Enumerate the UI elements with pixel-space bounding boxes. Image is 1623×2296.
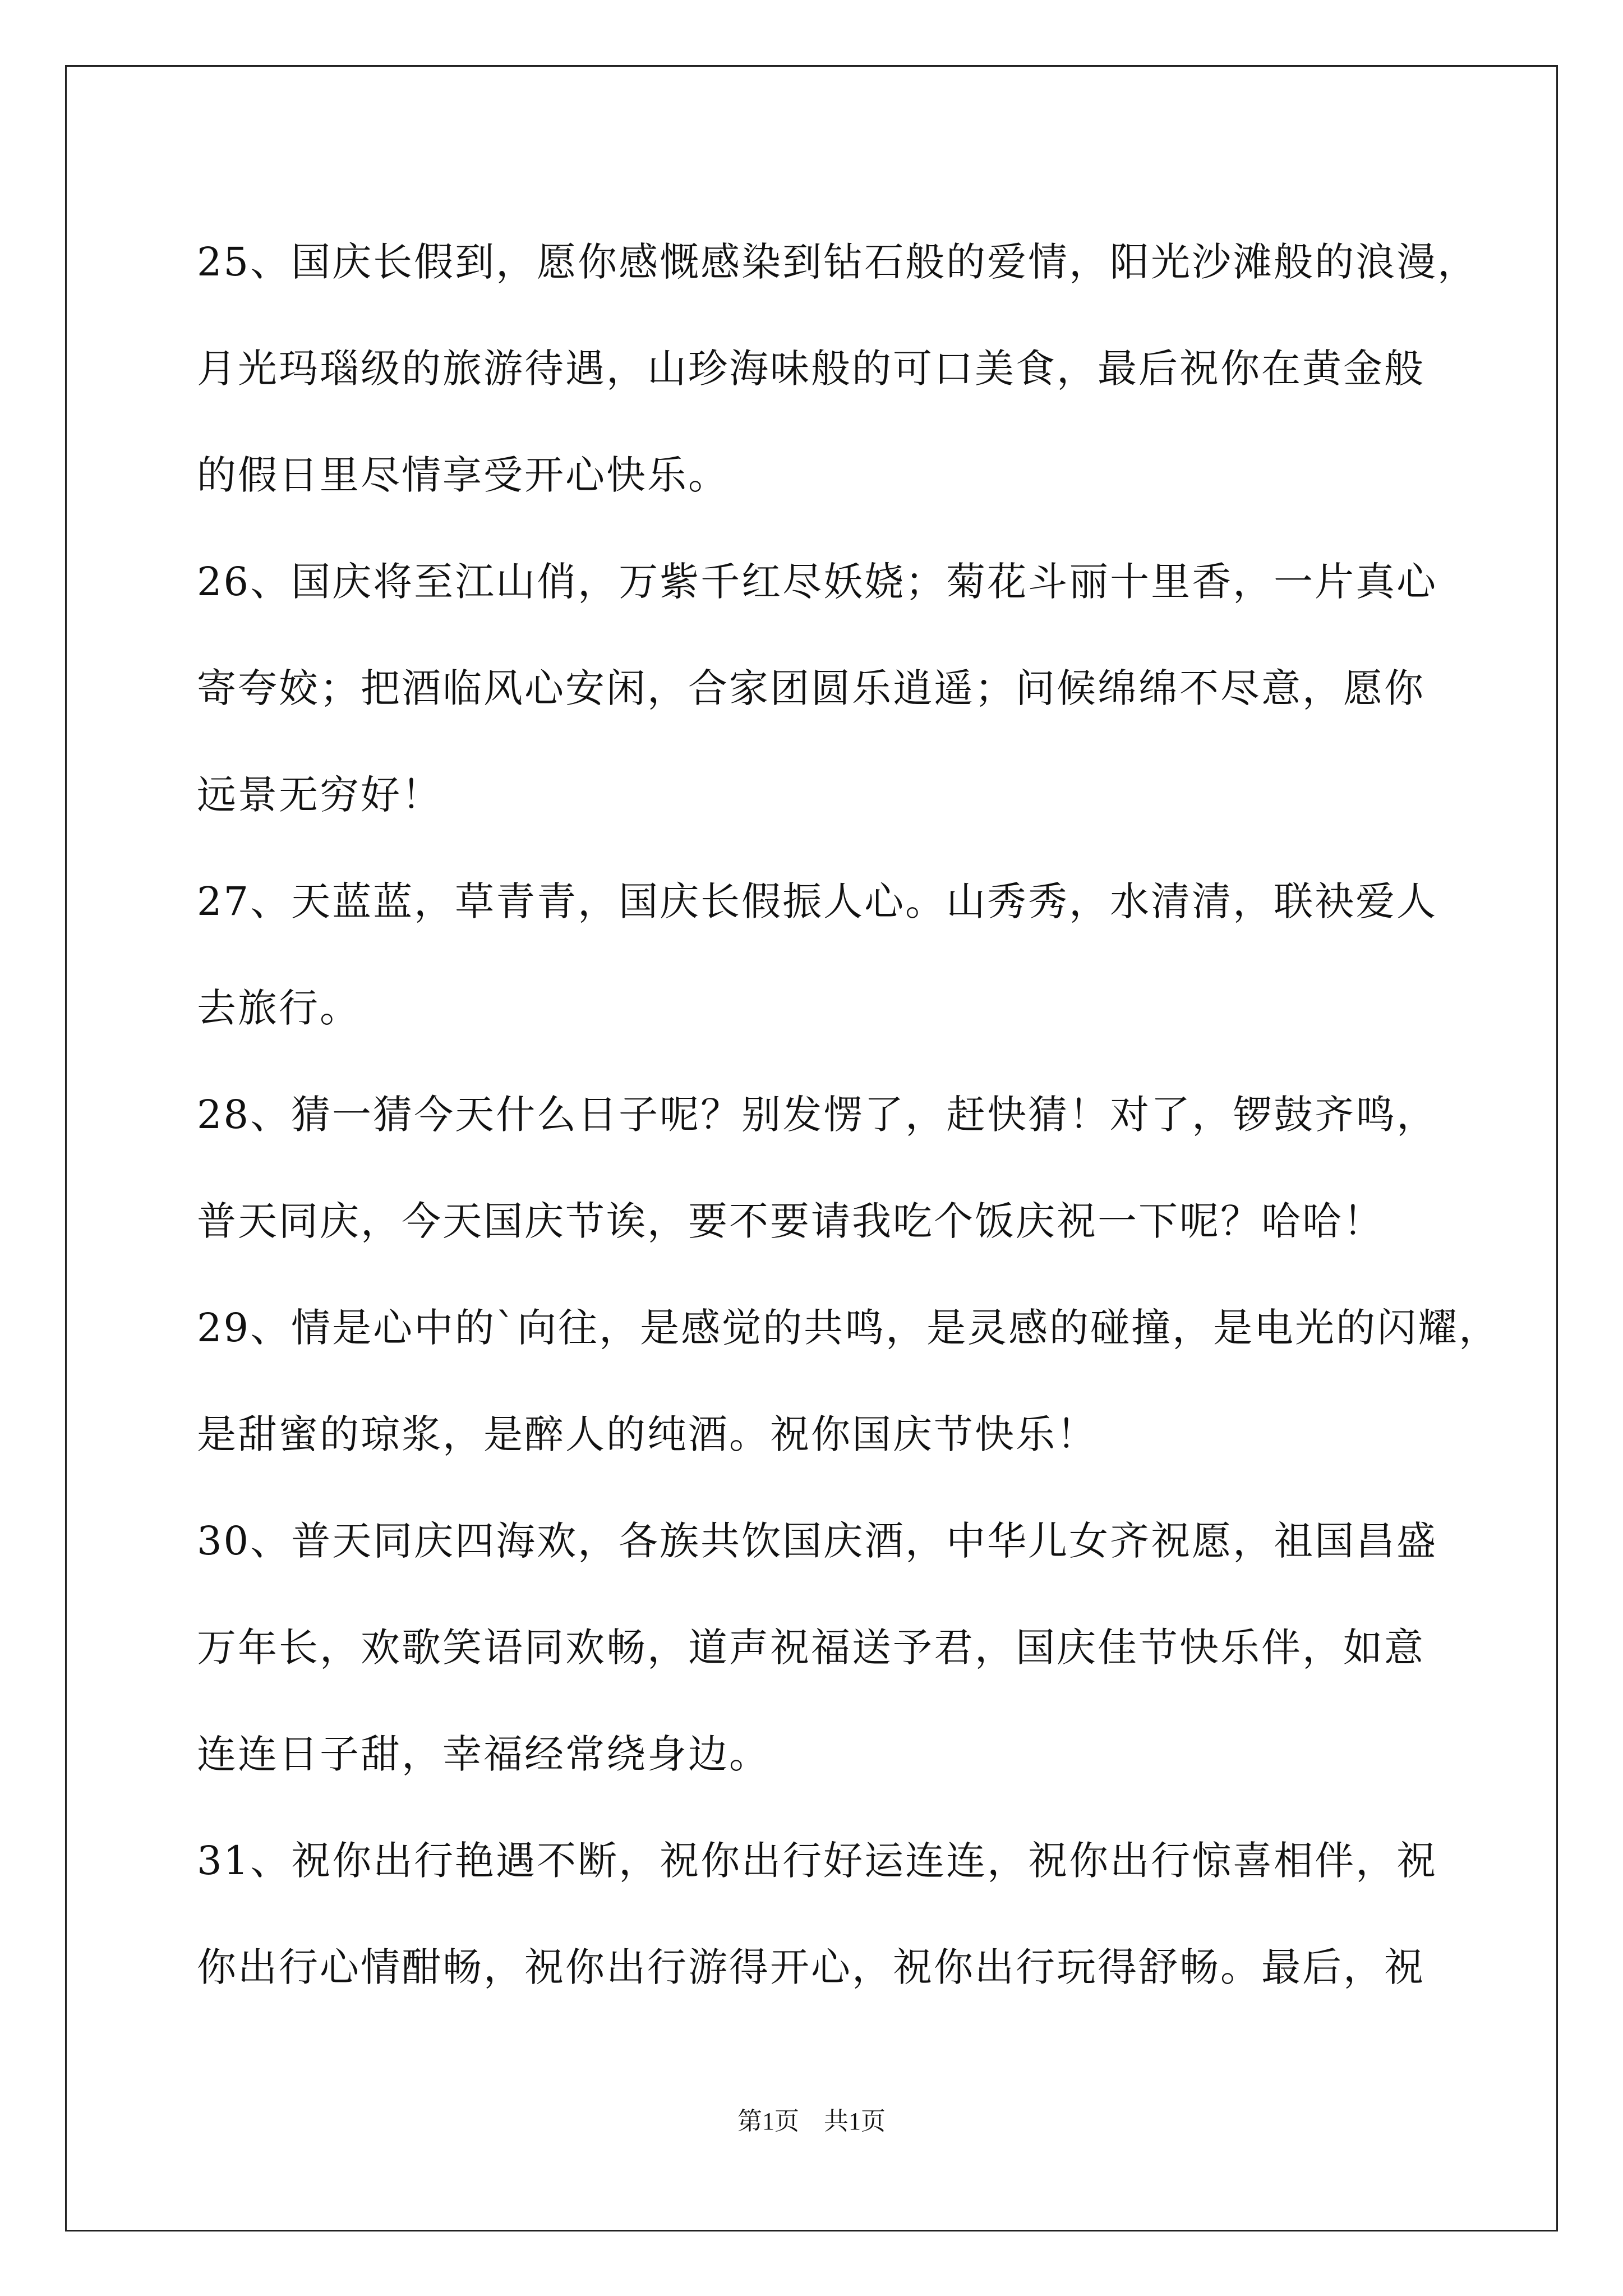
text-line: 去旅行。 [197, 985, 361, 1031]
page-footer: 第1页 共1页 [737, 2108, 886, 2135]
text-line: 25、国庆长假到，愿你感慨感染到钻石般的爱情，阳光沙滩般的浪漫， [197, 239, 1479, 285]
text-line: 寄夸姣；把酒临风心安闲，合家团圆乐逍遥；问候绵绵不尽意，愿你 [197, 665, 1425, 711]
text-line: 31、祝你出行艳遇不断，祝你出行好运连连，祝你出行惊喜相伴，祝 [197, 1838, 1438, 1884]
text-line: 月光玛瑙级的旅游待遇，山珍海味般的可口美食，最后祝你在黄金般 [197, 346, 1425, 392]
text-line: 是甜蜜的琼浆，是醉人的纯酒。祝你国庆节快乐！ [197, 1411, 1098, 1457]
text-line: 普天同庆，今天国庆节诶，要不要请我吃个饭庆祝一下呢？哈哈！ [197, 1198, 1384, 1244]
text-line: 的假日里尽情享受开心快乐。 [197, 452, 729, 498]
document-body [197, 209, 1500, 2021]
text-line: 你出行心情酣畅，祝你出行游得开心，祝你出行玩得舒畅。最后，祝 [197, 1944, 1425, 1990]
text-line: 远景无穷好！ [197, 772, 442, 818]
text-line: 29、情是心中的`向往，是感觉的共鸣，是灵感的碰撞，是电光的闪耀， [197, 1305, 1500, 1351]
text-line: 万年长，欢歌笑语同欢畅，道声祝福送予君，国庆佳节快乐伴，如意 [197, 1625, 1425, 1671]
text-line: 26、国庆将至江山俏，万紫千红尽妖娆；菊花斗丽十里香，一片真心 [197, 559, 1438, 605]
text-line: 连连日子甜，幸福经常绕身边。 [197, 1731, 770, 1777]
text-line: 30、普天同庆四海欢，各族共饮国庆酒，中华儿女齐祝愿，祖国昌盛 [197, 1518, 1438, 1564]
text-line: 27、天蓝蓝，草青青，国庆长假振人心。山秀秀，水清清，联袂爱人 [197, 878, 1438, 924]
text-line: 28、猜一猜今天什么日子呢？别发愣了，赶快猜！对了，锣鼓齐鸣， [197, 1092, 1438, 1138]
